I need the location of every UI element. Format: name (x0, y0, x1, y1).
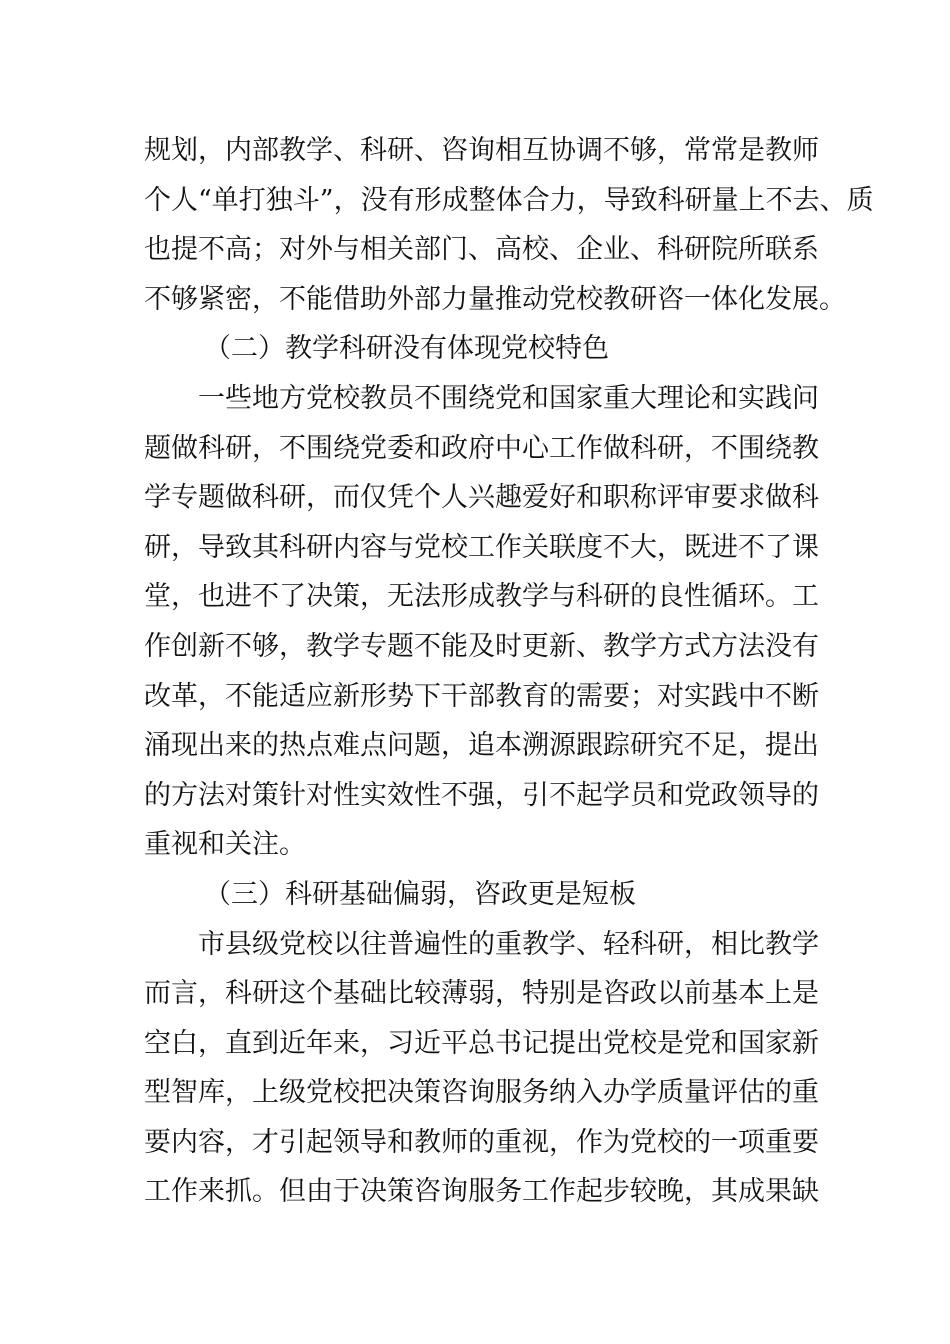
text-line: 要内容，才引起领导和教师的重视，作为党校的一项重要 (144, 1126, 819, 1158)
paragraph-first-line: 一些地方党校教员不围绕党和国家重大理论和实践问 (198, 382, 819, 414)
text-line: 型智库，上级党校把决策咨询服务纳入办学质量评估的重 (144, 1077, 819, 1109)
document-body (144, 126, 874, 1217)
text-line: 不够紧密，不能借助外部力量推动党校教研咨一体化发展。 (144, 283, 846, 315)
text-line: 涌现出来的热点难点问题，追本溯源跟踪研究不足，提出 (144, 730, 819, 762)
text-line: 也提不高；对外与相关部门、高校、企业、科研院所联系 (144, 234, 819, 266)
text-line: 研，导致其科研内容与党校工作关联度不大，既进不了课 (144, 531, 819, 563)
text-line: 工作来抓。但由于决策咨询服务工作起步较晚，其成果缺 (144, 1176, 819, 1208)
text-line: 学专题做科研，而仅凭个人兴趣爱好和职称评审要求做科 (144, 482, 819, 514)
paragraph-first-line: 市县级党校以往普遍性的重教学、轻科研，相比教学 (198, 928, 819, 960)
text-line: 题做科研，不围绕党委和政府中心工作做科研，不围绕教 (144, 432, 819, 464)
text-line: 而言，科研这个基础比较薄弱，特别是咨政以前基本上是 (144, 978, 819, 1010)
text-line: 重视和关注。 (144, 829, 306, 861)
section-heading-2: （二）教学科研没有体现党校特色 (204, 333, 609, 365)
text-line: 堂，也进不了决策，无法形成教学与科研的良性循环。工 (144, 581, 819, 613)
text-line: 规划，内部教学、科研、咨询相互协调不够，常常是教师 (144, 135, 819, 166)
text-line: 作创新不够，教学专题不能及时更新、教学方式方法没有 (144, 630, 819, 662)
text-line: 空白，直到近年来，习近平总书记提出党校是党和国家新 (144, 1027, 819, 1059)
text-line: 的方法对策针对性实效性不强，引不起学员和党政领导的 (144, 779, 819, 811)
section-heading-3: （三）科研基础偏弱，咨政更是短板 (204, 878, 636, 910)
text-line: 个人“单打独斗”，没有形成整体合力，导致科研量上不去、质 (144, 184, 874, 216)
text-line: 改革，不能适应新形势下干部教育的需要；对实践中不断 (144, 680, 819, 712)
